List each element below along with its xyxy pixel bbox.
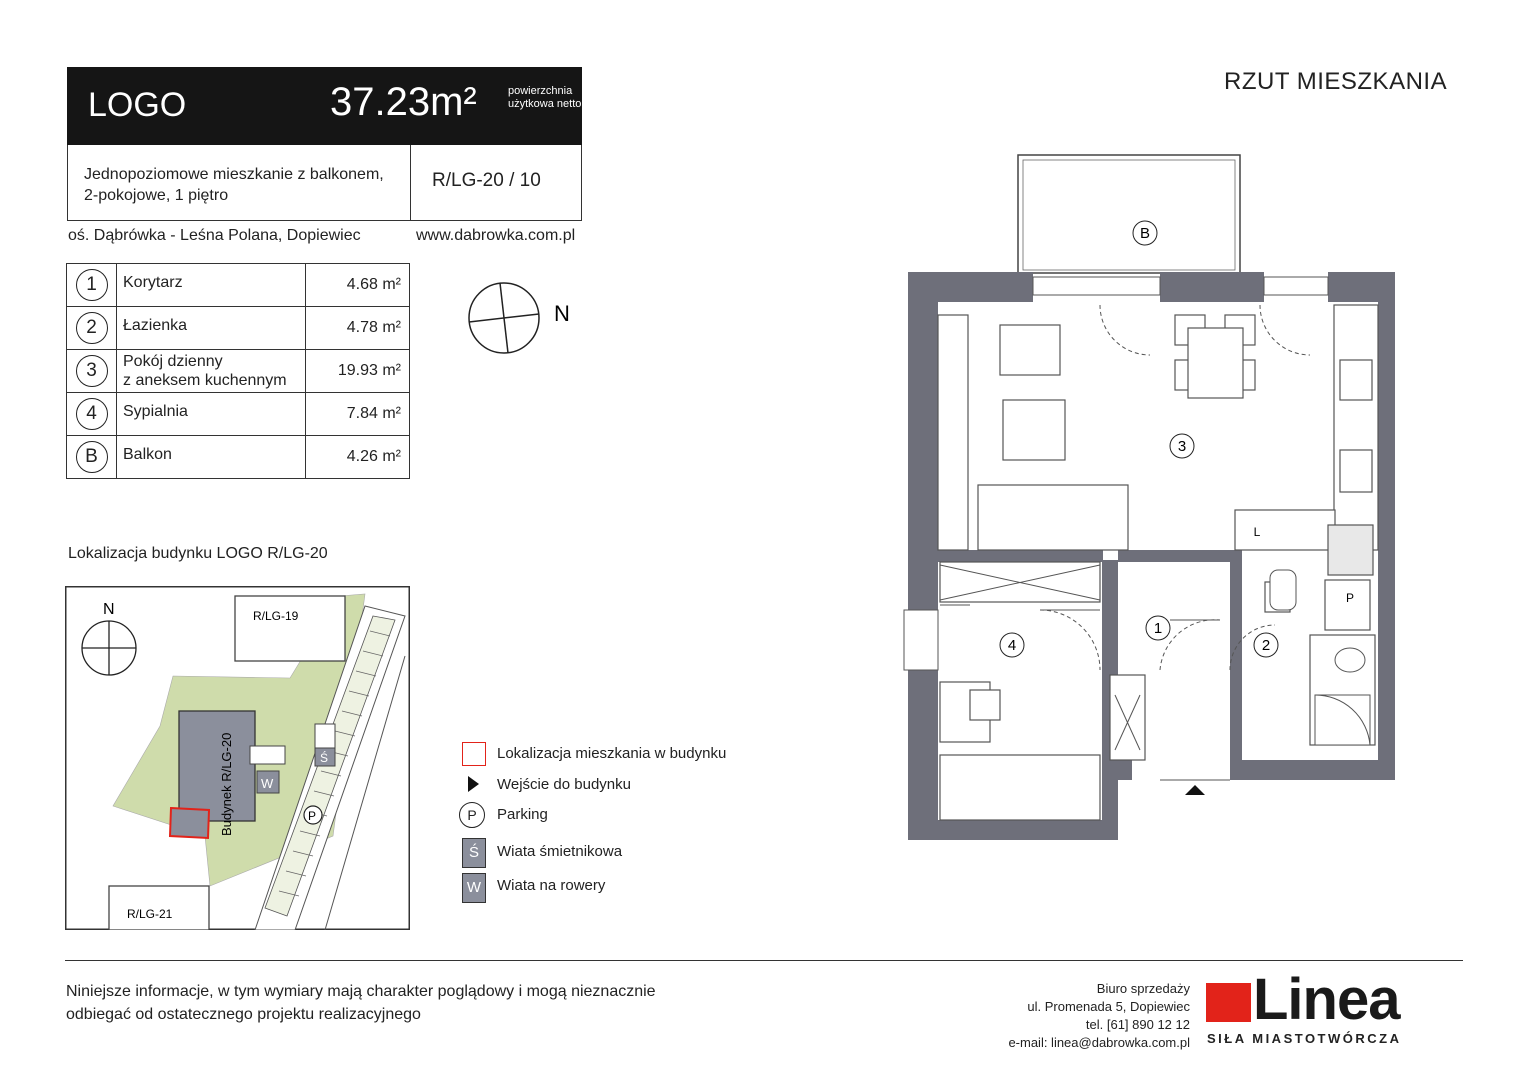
compass-icon <box>462 280 582 360</box>
table-row <box>67 264 410 307</box>
room-area: 4.26 m² <box>306 436 410 479</box>
parking-icon: P <box>459 802 485 828</box>
legend-label: Wiata śmietnikowa <box>497 843 623 860</box>
description-line-2: 2-pokojowe, 1 piętro <box>84 187 229 204</box>
apartment-description <box>84 164 384 206</box>
disclaimer-line-1: Niniejsze informacje, w tym wymiary mają charakter poglądowy i mogą nieznacznie <box>66 983 656 1000</box>
table-row <box>67 307 410 350</box>
room-label-2: 2 <box>1261 637 1271 654</box>
table-row <box>67 393 410 436</box>
disclaimer <box>66 980 726 1026</box>
entrance-arrow-icon <box>466 775 480 793</box>
bike-shelter-icon: W <box>462 873 486 903</box>
apartment-area: 37.23m² <box>330 80 477 124</box>
room-label-1: 1 <box>1153 620 1163 637</box>
map-waste-shelter-label: Ś <box>320 751 329 765</box>
map-building-19-label: R/LG-19 <box>253 609 299 623</box>
location-map <box>65 586 410 930</box>
legend-label: Wejście do budynku <box>497 776 631 793</box>
website-link[interactable]: www.dabrowka.com.pl <box>416 227 576 244</box>
room-label-4: 4 <box>1007 637 1017 654</box>
room-name: Sypialnia <box>117 393 306 436</box>
disclaimer-line-2: odbiegać od ostatecznego projektu realizacyjnego <box>66 1006 421 1023</box>
room-label-balcony: B <box>1139 225 1151 242</box>
entrance-arrow-icon <box>1185 785 1205 795</box>
office-email[interactable]: e-mail: linea@dabrowka.com.pl <box>1008 1035 1190 1050</box>
map-north-label: N <box>103 601 115 618</box>
sales-office <box>960 980 1190 1052</box>
table-row <box>67 350 410 393</box>
room-number: 4 <box>76 398 108 430</box>
map-building-21-label: R/LG-21 <box>127 907 173 921</box>
location-title: Lokalizacja budynku LOGO R/LG-20 <box>68 545 328 562</box>
room-name: Balkon <box>117 436 306 479</box>
map-bike-shelter-label: W <box>261 776 274 791</box>
room-number: 3 <box>76 355 108 387</box>
logo-text: LOGO <box>88 86 187 124</box>
brand-red-square <box>1206 983 1251 1022</box>
north-label: N <box>554 301 570 326</box>
room-name-line-1: Pokój dzienny <box>123 353 223 370</box>
rooms-table <box>66 263 410 479</box>
waste-shelter-icon: Ś <box>462 838 486 868</box>
room-area: 7.84 m² <box>306 393 410 436</box>
office-title: Biuro sprzedaży <box>1096 981 1190 996</box>
table-row <box>67 436 410 479</box>
room-number: 2 <box>76 312 108 344</box>
brand-tagline: SIŁA MIASTOTWÓRCZA <box>1207 1031 1402 1046</box>
office-address: ul. Promenada 5, Dopiewiec <box>1027 999 1190 1014</box>
legend-label: Wiata na rowery <box>497 877 606 894</box>
office-phone[interactable]: tel. [61] 890 12 12 <box>1085 1017 1190 1032</box>
room-name-line-2: z aneksem kuchennym <box>123 372 287 389</box>
estate-name: oś. Dąbrówka - Leśna Polana, Dopiewiec <box>68 227 361 244</box>
room-label-3: 3 <box>1177 438 1187 455</box>
footer-divider <box>65 960 1463 961</box>
map-building-20-label: Budynek R/LG-20 <box>219 732 234 836</box>
room-area: 4.78 m² <box>306 307 410 350</box>
room-number: B <box>76 441 108 473</box>
floor-plan <box>900 150 1405 850</box>
apartment-code: R/LG-20 / 10 <box>432 170 541 191</box>
room-number: 1 <box>76 269 108 301</box>
legend-label: Lokalizacja mieszkania w budynku <box>497 745 727 762</box>
area-note: powierzchnia użytkowa netto <box>508 85 582 110</box>
legend-label: Parking <box>497 806 548 823</box>
description-divider <box>410 145 411 221</box>
room-name <box>117 350 306 393</box>
room-name: Łazienka <box>117 307 306 350</box>
pump-label: P <box>1345 591 1355 605</box>
brand-logo: Linea <box>1253 967 1400 1032</box>
room-name: Korytarz <box>117 264 306 307</box>
description-line-1: Jednopoziomowe mieszkanie z balkonem, <box>84 166 384 183</box>
plan-title: RZUT MIESZKANIA <box>1224 68 1448 95</box>
room-area: 4.68 m² <box>306 264 410 307</box>
room-area: 19.93 m² <box>306 350 410 393</box>
map-parking-label: P <box>308 809 317 823</box>
legend-red-square-icon <box>462 742 486 766</box>
laundry-label: L <box>1253 525 1261 539</box>
